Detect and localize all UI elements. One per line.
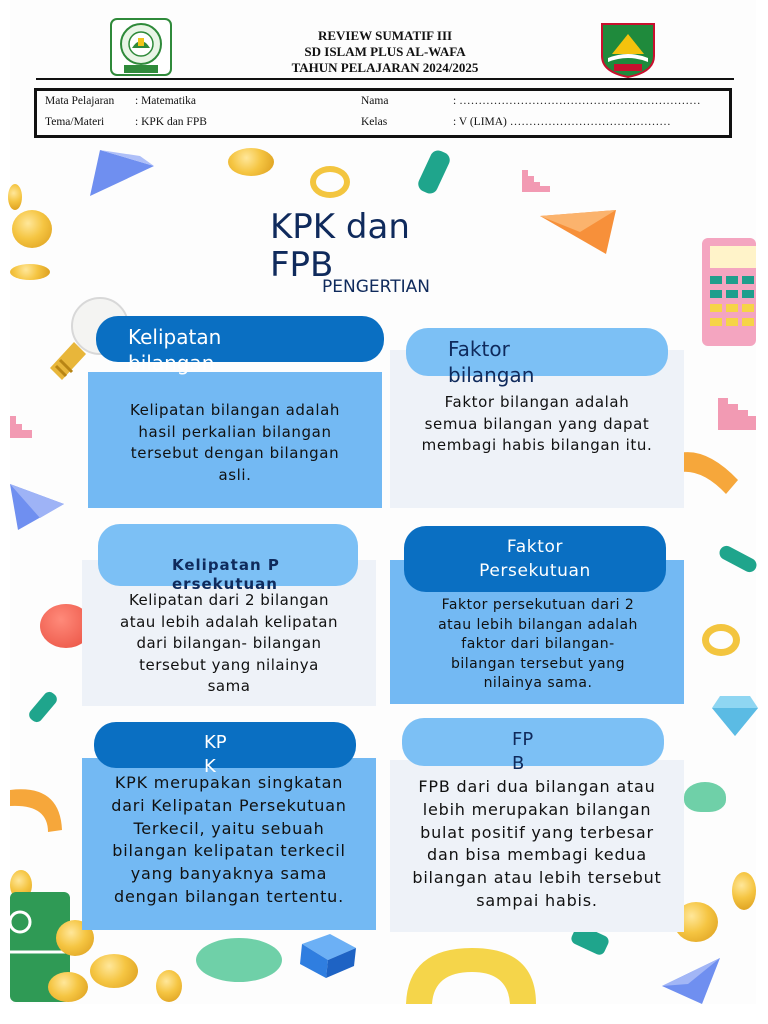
page-title: KPK dan FPB <box>270 207 410 285</box>
pink-stairs-decoration <box>718 392 756 430</box>
faktor-body: Faktor bilangan adalah semua bilangan yang dapat membagi habis bilangan itu. <box>421 393 653 454</box>
orange-arch-decoration <box>10 784 66 840</box>
coin-decoration <box>12 210 52 248</box>
coin-decoration <box>8 184 22 210</box>
city-emblem <box>598 22 658 78</box>
kelipatan-persekutuan-heading-pill <box>98 524 358 593</box>
kpk-body: KPK merupakan singkatan dari Kelipatan Persekutuan Terkecil, yaitu sebuah bilangan kelipatan terkecil yang banyaknya sama dengan bilangan tertentu. <box>111 773 347 906</box>
topic-value: : KPK dan FPB <box>135 116 207 128</box>
coin-decoration <box>156 970 182 1002</box>
coin-decoration <box>228 148 274 176</box>
kelipatan-persekutuan-body: Kelipatan dari 2 bilangan atau lebih adalah kelipatan dari bilangan- bilangan tersebut yang nilainya sama <box>120 591 338 695</box>
review-title: REVIEW SUMATIF III <box>317 28 453 43</box>
calculator-decoration <box>700 236 756 348</box>
fpb-heading-pill <box>402 718 664 774</box>
school-logo <box>110 18 172 76</box>
kpk-heading: KPK <box>204 732 227 777</box>
kelipatan-card <box>88 372 382 508</box>
kelipatan-heading-pill <box>96 316 384 375</box>
name-value: : ……………………………………………………… <box>453 95 701 107</box>
coin-decoration <box>732 872 756 910</box>
academic-year: TAHUN PELAJARAN 2024/2025 <box>291 60 479 75</box>
header-divider <box>36 78 734 80</box>
blue-cone-decoration <box>80 148 156 198</box>
topic-label: Tema/Materi <box>45 116 105 128</box>
fpb-heading: FPB <box>512 729 534 774</box>
ring-decoration <box>702 624 740 656</box>
green-half-sphere-decoration <box>684 782 726 812</box>
blue-cone-decoration <box>10 478 66 534</box>
info-row-subject <box>45 95 725 111</box>
kelipatan-heading: Kelipatan bilangan <box>128 325 222 375</box>
info-row-topic <box>45 116 725 132</box>
kpk-heading-pill <box>94 722 356 777</box>
class-value: : V (LIMA) …………………………………… <box>453 116 671 128</box>
faktor-persekutuan-body: Faktor persekutuan dari 2 atau lebih bilangan adalah faktor dari bilangan- bilangan tersebut yang nilainya sama. <box>438 597 638 691</box>
pink-stairs-decoration <box>522 170 550 192</box>
school-name: SD ISLAM PLUS AL-WAFA <box>304 44 466 59</box>
subject-value: : Matematika <box>135 95 196 107</box>
coin-decoration <box>90 954 138 988</box>
faktor-persekutuan-heading: Faktor Persekutuan <box>479 537 591 581</box>
diamond-decoration <box>712 692 758 738</box>
kelipatan-persekutuan-heading: Kelipatan Persekutuan <box>172 555 280 593</box>
faktor-heading-pill <box>406 328 668 387</box>
coin-decoration <box>48 972 88 1002</box>
faktor-persekutuan-heading-pill <box>404 526 666 592</box>
class-label: Kelas <box>361 116 388 128</box>
yellow-ring-decoration <box>404 946 538 1004</box>
green-half-sphere-decoration <box>196 938 282 982</box>
subject-label: Mata Pelajaran <box>45 95 115 107</box>
pink-stairs-decoration <box>10 416 32 438</box>
blue-cube-decoration <box>296 932 358 980</box>
kpk-card <box>82 758 376 930</box>
name-label: Nama <box>361 95 389 107</box>
section-subtitle: PENGERTIAN <box>322 277 430 297</box>
paper-plane-decoration <box>540 210 618 256</box>
school-header <box>230 28 540 76</box>
fpb-card <box>390 760 684 932</box>
fpb-body: FPB dari dua bilangan atau lebih merupakan bilangan bulat positif yang terbesar dan bisa membagi kedua bilangan atau lebih tersebut sampai habis. <box>412 777 662 910</box>
coin-decoration <box>10 264 50 280</box>
student-info-box <box>34 88 732 138</box>
ring-decoration <box>310 166 350 198</box>
faktor-heading: Faktor bilangan <box>448 337 535 387</box>
kelipatan-body: Kelipatan bilangan adalah hasil perkalian bilangan tersebut dengan bilangan asli. <box>129 401 341 484</box>
blue-cone-decoration <box>662 956 722 1004</box>
